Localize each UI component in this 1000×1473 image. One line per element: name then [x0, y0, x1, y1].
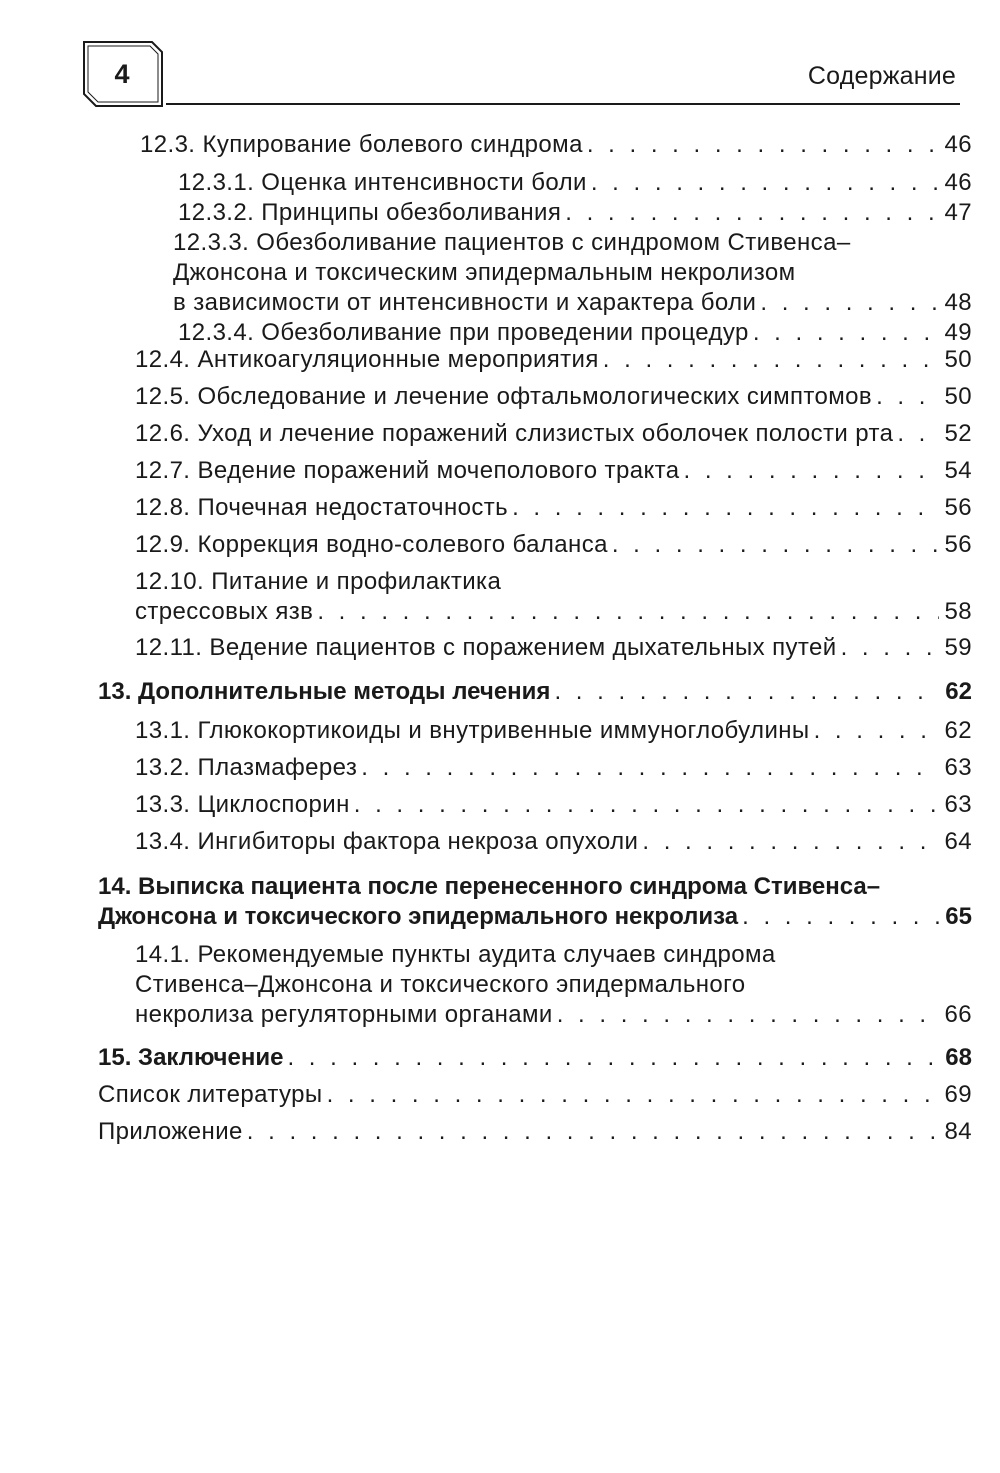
toc-entry[interactable]	[135, 567, 972, 627]
toc-chapter-entry[interactable]	[98, 872, 972, 932]
toc-entry[interactable]	[178, 168, 972, 198]
toc-entry-page: 49	[944, 319, 972, 346]
toc-entry-title: в зависимости от интенсивности и характера боли	[173, 289, 757, 316]
page-header	[82, 40, 960, 120]
toc-entry-title: стрессовых язв	[135, 598, 314, 625]
toc-entry-title: 13.2. Плазмаферез	[135, 754, 358, 781]
toc-leader-dots	[814, 716, 939, 746]
toc-entry[interactable]	[135, 493, 972, 523]
toc-leader-dots	[684, 456, 939, 486]
toc-entry-page: 63	[944, 754, 972, 781]
toc-entry[interactable]	[135, 827, 972, 857]
toc-entry-title: 15. Заключение	[98, 1044, 284, 1071]
toc-chapter-entry[interactable]	[98, 677, 972, 707]
toc-entry[interactable]	[135, 753, 972, 783]
toc-entry[interactable]	[173, 228, 972, 318]
toc-entry-page: 66	[944, 1001, 972, 1028]
toc-entry[interactable]	[135, 456, 972, 486]
toc-entry-title: 12.3.4. Обезболивание при проведении процедур	[178, 319, 749, 346]
toc-entry-page: 54	[944, 457, 972, 484]
toc-entry-page: 56	[944, 531, 972, 558]
toc-leader-dots	[841, 633, 939, 663]
toc-entry-title-line: 14. Выписка пациента после перенесенного синдрома Стивенса–	[98, 873, 881, 900]
toc-entry-title: 12.3.1. Оценка интенсивности боли	[178, 169, 587, 196]
toc-entry-page: 52	[944, 420, 972, 447]
toc-entry-title: 12.9. Коррекция водно-солевого баланса	[135, 531, 608, 558]
toc-leader-dots	[603, 345, 939, 375]
toc-entry-page: 63	[944, 791, 972, 818]
toc-entry-title: 13. Дополнительные методы лечения	[98, 678, 551, 705]
toc-entry[interactable]	[98, 1117, 972, 1147]
toc-entry-page: 48	[944, 289, 972, 316]
toc-entry-page: 59	[944, 634, 972, 661]
toc-entry-page: 46	[944, 131, 972, 158]
toc-leader-dots	[565, 198, 938, 228]
toc-leader-dots	[642, 827, 938, 857]
toc-entry-title: 13.1. Глюкокортикоиды и внутривенные иммуноглобулины	[135, 717, 810, 744]
toc-entry-title: 13.4. Ингибиторы фактора некроза опухоли	[135, 828, 639, 855]
toc-entry-title-line: Джонсона и токсическим эпидермальным некролизом	[173, 259, 796, 286]
toc-entry-page: 47	[944, 199, 972, 226]
toc-entry-page: 46	[944, 169, 972, 196]
toc-entry-title: 12.11. Ведение пациентов с поражением дыхательных путей	[135, 634, 837, 661]
toc-entry-title: 13.3. Циклоспорин	[135, 791, 350, 818]
toc-entry[interactable]	[135, 419, 972, 449]
toc-entry[interactable]	[135, 940, 972, 1030]
toc-leader-dots	[897, 419, 938, 449]
toc-entry[interactable]	[178, 318, 972, 348]
toc-entry-title: 12.7. Ведение поражений мочеполового тракта	[135, 457, 680, 484]
toc-leader-dots	[354, 790, 939, 820]
toc-entry-page: 62	[944, 717, 972, 744]
toc-leader-dots	[247, 1117, 939, 1147]
toc-entry-title: некролиза регуляторными органами	[135, 1001, 553, 1028]
toc-entry-title: 12.5. Обследование и лечение офтальмологических симптомов	[135, 383, 873, 410]
page-number: 4	[114, 58, 130, 89]
toc-entry-page: 68	[945, 1044, 972, 1071]
toc-entry-title-line: 12.3.3. Обезболивание пациентов с синдромом Стивенса–	[173, 229, 851, 256]
toc-entry[interactable]	[135, 790, 972, 820]
page-number-box	[82, 40, 166, 108]
toc-entry-title-line: 14.1. Рекомендуемые пункты аудита случаев синдрома	[135, 941, 776, 968]
toc-entry-page: 84	[944, 1118, 972, 1145]
header-rule	[166, 103, 960, 105]
toc-leader-dots	[876, 382, 938, 412]
toc-leader-dots	[612, 530, 939, 560]
toc-entry-page: 65	[945, 903, 972, 930]
toc-leader-dots	[753, 318, 939, 348]
toc-entry-page: 50	[944, 383, 972, 410]
toc-entry[interactable]	[135, 633, 972, 663]
toc-leader-dots	[760, 288, 938, 318]
toc-leader-dots	[361, 753, 938, 783]
toc-entry-page: 50	[944, 346, 972, 373]
toc-entry-page: 69	[944, 1081, 972, 1108]
toc-entry[interactable]	[135, 345, 972, 375]
toc-chapter-entry[interactable]	[98, 1043, 972, 1073]
toc-entry-title: Приложение	[98, 1118, 243, 1145]
toc-leader-dots	[317, 597, 938, 627]
toc-leader-dots	[287, 1043, 939, 1073]
toc-leader-dots	[327, 1080, 939, 1110]
toc-entry-page: 56	[944, 494, 972, 521]
header-section-title: Содержание	[807, 62, 956, 90]
toc-leader-dots	[591, 168, 939, 198]
toc-entry-title-line: 12.10. Питание и профилактика	[135, 568, 502, 595]
toc-entry-page: 62	[945, 678, 972, 705]
toc-entry-title: Джонсона и токсического эпидермального некролиза	[98, 903, 739, 930]
toc-entry-title: 12.3. Купирование болевого синдрома	[140, 131, 583, 158]
toc-entry[interactable]	[135, 530, 972, 560]
toc-entry[interactable]	[178, 198, 972, 228]
toc-entry[interactable]	[98, 1080, 972, 1110]
toc-entry-title: 12.4. Антикоагуляционные мероприятия	[135, 346, 599, 373]
toc-entry-title: 12.6. Уход и лечение поражений слизистых оболочек полости рта	[135, 420, 894, 447]
toc-entry-page: 58	[944, 598, 972, 625]
toc-entry-page: 64	[944, 828, 972, 855]
toc-leader-dots	[512, 493, 938, 523]
toc-entry[interactable]	[140, 130, 972, 160]
toc-entry-title: 12.8. Почечная недостаточность	[135, 494, 509, 521]
toc-entry-title-line: Стивенса–Джонсона и токсического эпидермального	[135, 971, 746, 998]
toc-leader-dots	[557, 1000, 939, 1030]
toc-leader-dots	[742, 902, 939, 932]
toc-leader-dots	[587, 130, 939, 160]
toc-entry[interactable]	[135, 716, 972, 746]
toc-leader-dots	[554, 677, 939, 707]
toc-entry[interactable]	[135, 382, 972, 412]
toc-entry-title: 12.3.2. Принципы обезболивания	[178, 199, 562, 226]
toc-entry-title: Список литературы	[98, 1081, 323, 1108]
